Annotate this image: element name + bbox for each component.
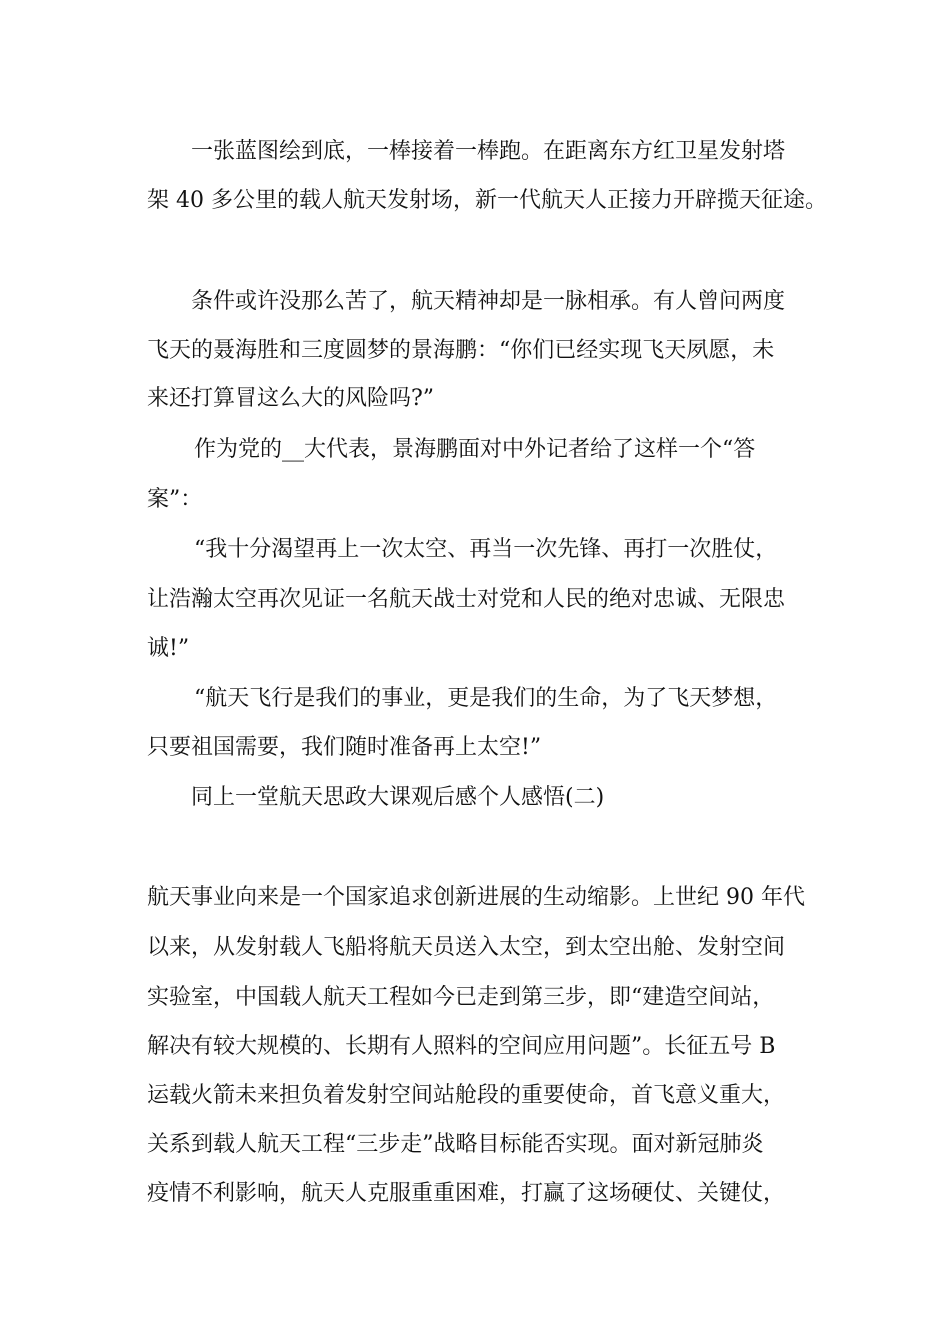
- text-line: 运载火箭未来担负着发射空间站舱段的重要使命，首飞意义重大，: [147, 1083, 786, 1108]
- text-line: 实验室，中国载人航天工程如今已走到第三步，即“建造空间站，: [147, 985, 775, 1010]
- text-line: 作为党的__大代表，景海鹏面对中外记者给了这样一个“答: [194, 437, 756, 462]
- text-line: 飞天的聂海胜和三度圆梦的景海鹏：“你们已经实现飞天夙愿，未: [147, 338, 775, 363]
- text-line: 案”：: [147, 487, 203, 512]
- text-line: 关系到载人航天工程“三步走”战略目标能否实现。面对新冠肺炎: [147, 1132, 764, 1157]
- text-line: 疫情不利影响，航天人克服重重困难，打赢了这场硬仗、关键仗，: [147, 1181, 786, 1206]
- text-line: “航天飞行是我们的事业，更是我们的生命，为了飞天梦想，: [194, 686, 778, 711]
- text-line: 让浩瀚太空再次见证一名航天战士对党和人民的绝对忠诚、无限忠: [147, 587, 786, 612]
- text-line: 条件或许没那么苦了，航天精神却是一脉相承。有人曾问两度: [191, 289, 786, 314]
- text-line: 来还打算冒这么大的风险吗?”: [147, 386, 435, 411]
- text-line: “我十分渴望再上一次太空、再当一次先锋、再打一次胜仗，: [194, 537, 778, 562]
- section-heading: 同上一堂航天思政大课观后感个人感悟(二): [191, 785, 605, 810]
- text-line: 以来，从发射载人飞船将航天员送入太空，到太空出舱、发射空间: [147, 935, 786, 960]
- text-line: 解决有较大规模的、长期有人照料的空间应用问题”。长征五号 B: [147, 1034, 776, 1059]
- text-line: 航天事业向来是一个国家追求创新进展的生动缩影。上世纪 90 年代: [147, 885, 805, 910]
- text-line: 一张蓝图绘到底，一棒接着一棒跑。在距离东方红卫星发射塔: [191, 139, 786, 164]
- text-line: 诚!”: [147, 636, 190, 661]
- text-line: 只要祖国需要，我们随时准备再上太空!”: [147, 735, 542, 760]
- text-line: 架 40 多公里的载人航天发射场，新一代航天人正接力开辟揽天征途。: [147, 188, 827, 213]
